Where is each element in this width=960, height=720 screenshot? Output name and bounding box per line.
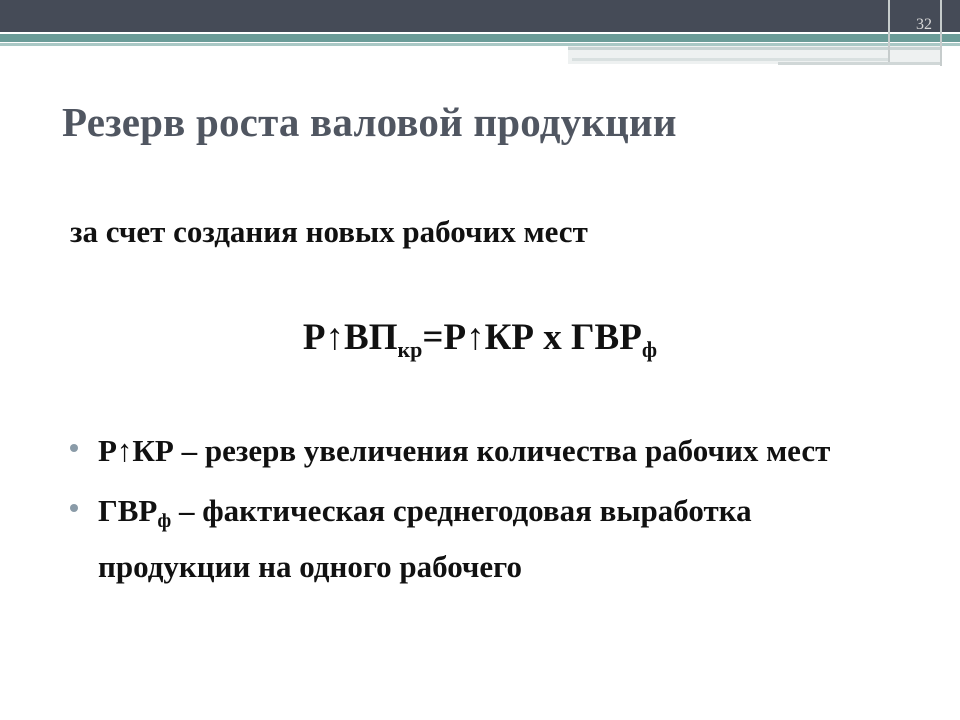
- decor-stripe: [572, 58, 888, 61]
- formula-lhs: Р↑ВП: [302, 317, 398, 358]
- slide-subtitle: за счет создания новых рабочих мест: [70, 214, 588, 249]
- decor-line: [940, 0, 942, 66]
- list-item: [70, 428, 910, 484]
- decor-stripe: [0, 34, 960, 42]
- formula-middle: =Р↑КР х ГВР: [422, 317, 642, 358]
- slide-top-bar: [0, 0, 960, 32]
- slide-number: 32: [916, 16, 932, 33]
- formula-lhs-sub: кр: [397, 337, 423, 362]
- bullet-text: – фактическая среднегодовая выработка продукции на одного рабочего: [98, 493, 752, 584]
- bullet-text: – резерв увеличения количества рабочих мест: [173, 433, 831, 468]
- decor-line: [888, 0, 890, 62]
- decor-stripe: [568, 47, 940, 50]
- bullet-term-sub: ф: [157, 510, 172, 532]
- list-item: [70, 488, 910, 590]
- definition-list: [70, 428, 910, 594]
- slide-title: Резерв роста валовой продукции: [62, 99, 677, 145]
- decor-stripe: [778, 62, 942, 65]
- bullet-icon: [70, 504, 78, 512]
- bullet-term: ГВР: [98, 493, 158, 528]
- bullet-icon: [70, 444, 78, 452]
- formula-rhs-sub: ф: [641, 337, 658, 362]
- formula: [0, 316, 960, 363]
- bullet-term: Р↑КР: [98, 433, 174, 468]
